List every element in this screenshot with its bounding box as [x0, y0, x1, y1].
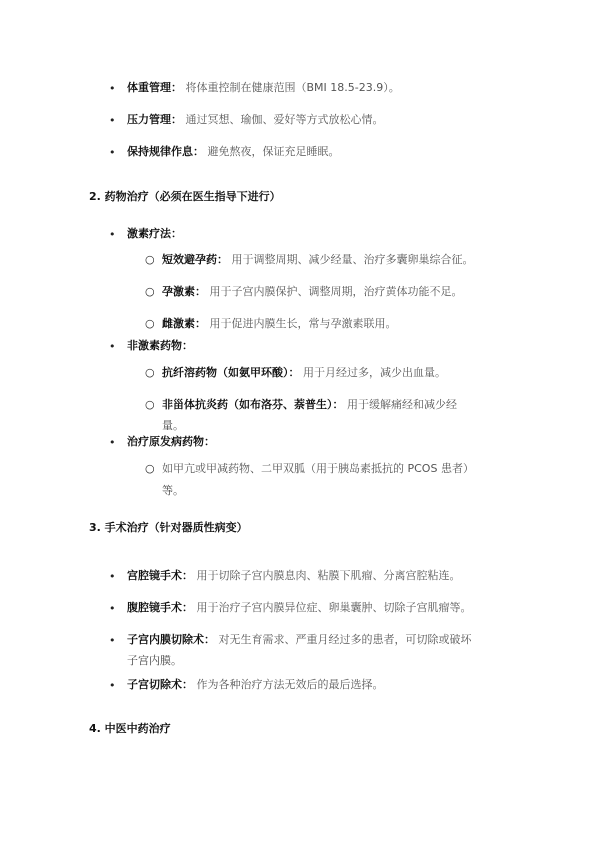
item-text: 用于切除子宫内膜息肉、粘膜下肌瘤、分离宫腔粘连。: [196, 569, 461, 582]
circle-bullet: ○: [145, 366, 155, 379]
list-item: [162, 366, 446, 380]
item-label: 腹腔镜手术：: [127, 601, 193, 614]
subheading-nonhormone: 非激素药物：: [127, 339, 193, 352]
list-item: [162, 253, 474, 267]
item-label: 短效避孕药：: [162, 253, 228, 266]
bullet-dot: •: [109, 436, 116, 449]
bullet-dot: •: [109, 146, 116, 159]
item-label: 非甾体抗炎药（如布洛芬、萘普生）：: [162, 398, 344, 411]
bullet-dot: •: [109, 602, 116, 615]
item-text: 避免熬夜，保证充足睡眠。: [207, 145, 340, 158]
item-label: 子宫切除术：: [127, 678, 193, 691]
subheading-primary: 治疗原发病药物：: [127, 435, 215, 448]
item-label: 保持规律作息：: [127, 145, 204, 158]
list-item: [162, 285, 463, 299]
item-label: 抗纤溶药物（如氨甲环酸）：: [162, 366, 300, 379]
bullet-dot: •: [109, 570, 116, 583]
section-heading: 4. 中医中药治疗: [89, 722, 171, 735]
item-text-continued: 量。: [162, 419, 184, 432]
list-item: [127, 81, 400, 95]
bullet-dot: •: [109, 340, 116, 353]
circle-bullet: ○: [145, 398, 155, 411]
item-label: 孕激素：: [162, 285, 206, 298]
item-text-continued: 等。: [162, 484, 184, 497]
item-text: 作为各种治疗方法无效后的最后选择。: [196, 678, 384, 691]
bullet-dot: •: [109, 679, 116, 692]
item-text: 将体重控制在健康范围（BMI 18.5-23.9）。: [185, 81, 400, 94]
list-item: [162, 398, 457, 412]
list-item: [127, 113, 384, 127]
item-text: 对无生育需求、严重月经过多的患者，可切除或破坏: [218, 633, 472, 646]
circle-bullet: ○: [145, 285, 155, 298]
item-text-continued: 子宫内膜。: [127, 654, 182, 667]
item-text: 用于促进内膜生长，常与孕激素联用。: [209, 317, 397, 330]
bullet-dot: •: [109, 228, 116, 241]
item-text: 用于子宫内膜保护、调整周期，治疗黄体功能不足。: [209, 285, 463, 298]
item-text: 用于月经过多，减少出血量。: [303, 366, 446, 379]
subheading-hormone: 激素疗法：: [127, 227, 182, 240]
item-label: 宫腔镜手术：: [127, 569, 193, 582]
circle-bullet: ○: [145, 462, 155, 475]
bullet-dot: •: [109, 634, 116, 647]
section-heading: 2. 药物治疗（必须在医生指导下进行）: [89, 190, 281, 203]
list-item: [127, 678, 384, 692]
item-label: 压力管理：: [127, 113, 182, 126]
section-heading: 3. 手术治疗（针对器质性病变）: [89, 521, 248, 534]
item-label: 雌激素：: [162, 317, 206, 330]
bullet-dot: •: [109, 114, 116, 127]
item-text: 用于调整周期、减少经量、治疗多囊卵巢综合征。: [231, 253, 474, 266]
list-item: [162, 317, 397, 331]
circle-bullet: ○: [145, 317, 155, 330]
list-item: 如甲亢或甲减药物、二甲双胍（用于胰岛素抵抗的 PCOS 患者）: [162, 462, 474, 475]
list-item: [127, 633, 472, 647]
list-item: [127, 145, 340, 159]
item-text: 用于缓解痛经和减少经: [347, 398, 457, 411]
item-label: 子宫内膜切除术：: [127, 633, 215, 646]
list-item: [127, 569, 461, 583]
bullet-dot: •: [109, 82, 116, 95]
circle-bullet: ○: [145, 253, 155, 266]
list-item: [127, 601, 472, 615]
item-label: 体重管理：: [127, 81, 182, 94]
item-text: 用于治疗子宫内膜异位症、卵巢囊肿、切除子宫肌瘤等。: [196, 601, 472, 614]
item-text: 通过冥想、瑜伽、爱好等方式放松心情。: [185, 113, 384, 126]
